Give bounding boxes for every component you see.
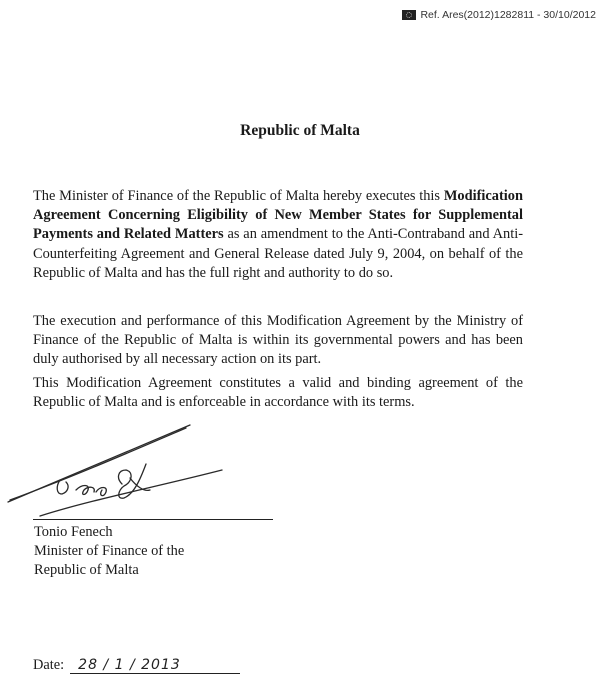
agreement-title: Modification Agreement Concerning Eligibility of New Member States for Supplemental Payments and Related Matters bbox=[33, 188, 523, 243]
paragraph-intro: The Minister of Finance of the Republic of Malta hereby executes this bbox=[33, 188, 444, 204]
signatory-title-line1: Minister of Finance of the bbox=[34, 543, 185, 559]
date-row bbox=[33, 651, 240, 674]
paragraph-execution bbox=[33, 187, 523, 283]
reference-stamp bbox=[402, 9, 596, 21]
reference-text: Ref. Ares(2012)1282811 - 30/10/2012 bbox=[420, 9, 596, 21]
signature-line bbox=[33, 519, 273, 520]
ares-logo-icon bbox=[402, 10, 416, 20]
paragraph-rest: as an amendment to the Anti-Contraband and Anti-Counterfeiting Agreement and General Release dated July 9, 2004, on behalf of the Republic of Malta and has the full right and authority to do so. bbox=[33, 226, 523, 281]
date-label: Date: bbox=[33, 657, 65, 673]
document-heading: Republic of Malta bbox=[240, 122, 360, 139]
signatory-title-line2: Republic of Malta bbox=[34, 562, 139, 578]
paragraph-validity: This Modification Agreement constitutes a valid and binding agreement of the Republic of Malta and is enforceable in accordance with its terms. bbox=[33, 375, 523, 411]
paragraph-performance: The execution and performance of this Modification Agreement by the Ministry of Finance of the Republic of Malta is within its governmental powers and has been duly authorised by all necessary action on its part. bbox=[33, 313, 523, 368]
date-value: 28 / 1 / 2013 bbox=[78, 657, 181, 673]
signatory-name: Tonio Fenech bbox=[34, 524, 113, 540]
date-field bbox=[70, 651, 240, 674]
signatory-block bbox=[34, 523, 184, 580]
handwritten-signature bbox=[0, 420, 280, 520]
